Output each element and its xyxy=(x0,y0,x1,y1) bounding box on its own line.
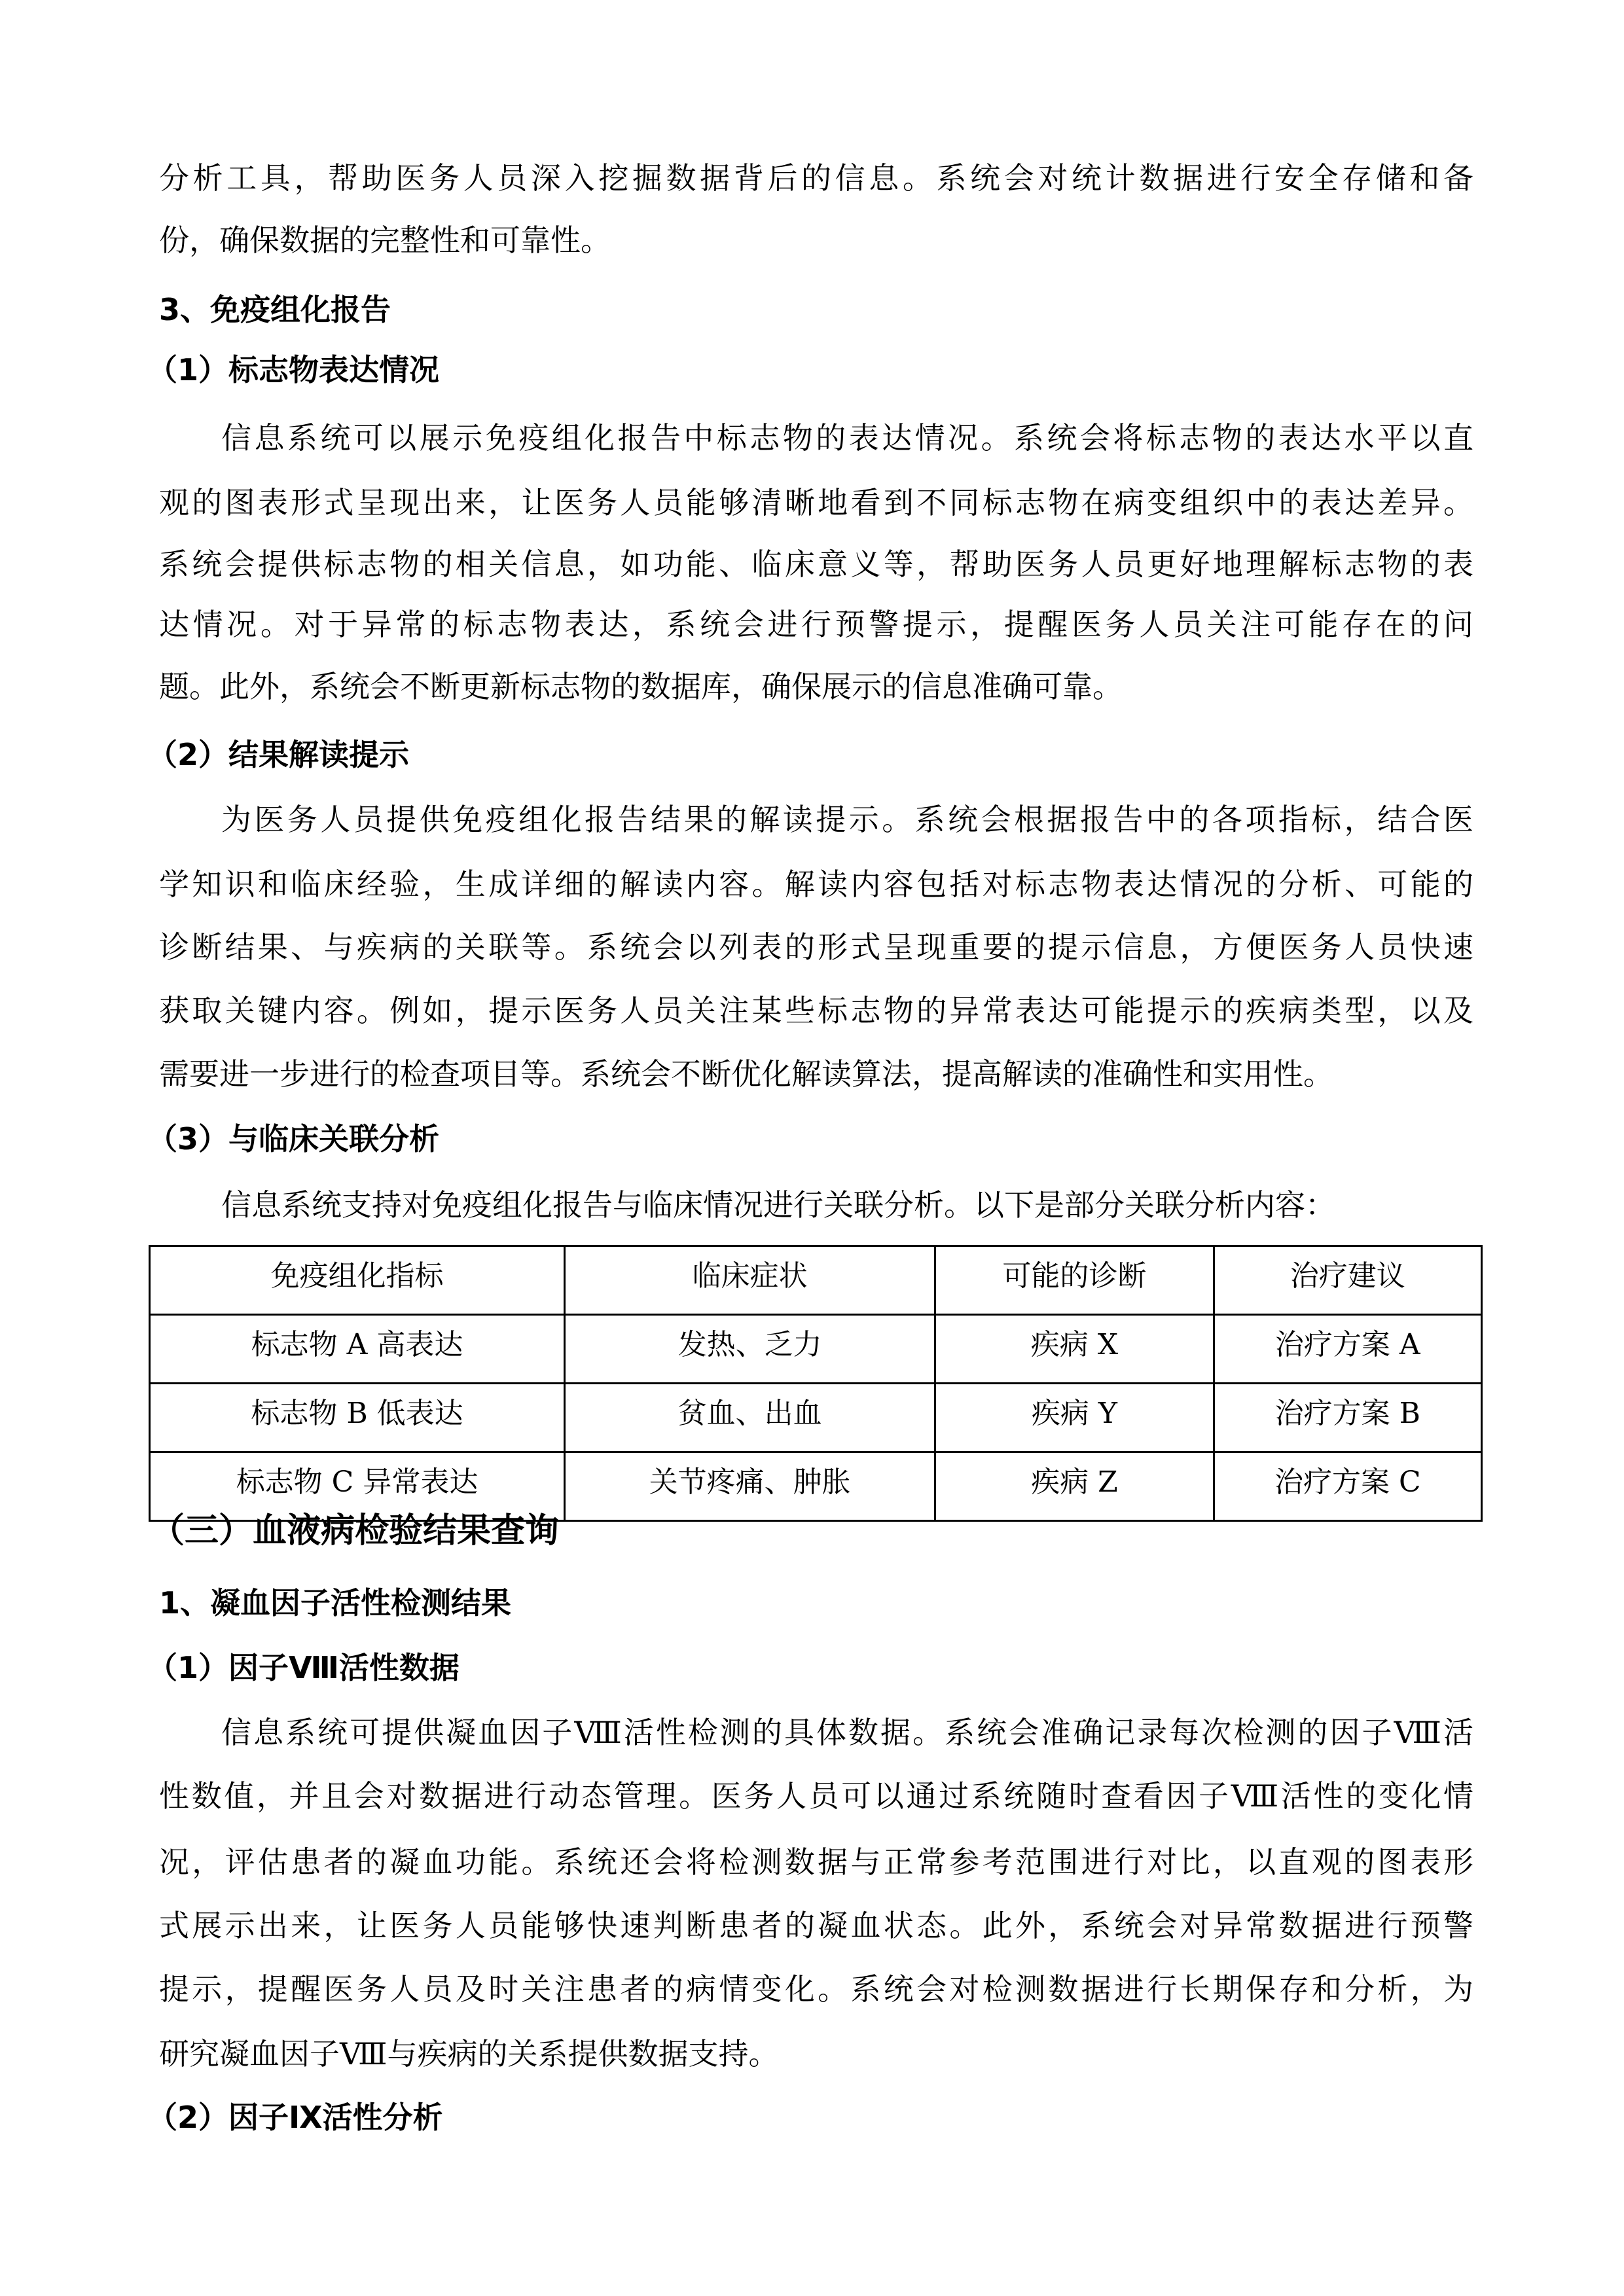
paragraph-line: 需要进一步进行的检查项目等。系统会不断优化解读算法，提高解读的准确性和实用性。 xyxy=(159,1056,1333,1092)
paragraph-line: 式展示出来，让医务人员能够快速判断患者的凝血状态。此外，系统会对异常数据进行预警 xyxy=(159,1908,1473,1943)
paragraph-line: 诊断结果、与疾病的关联等。系统会以列表的形式呈现重要的提示信息，方便医务人员快速 xyxy=(159,929,1473,965)
paragraph-line: 分析工具，帮助医务人员深入挖掘数据背后的信息。系统会对统计数据进行安全存储和备 xyxy=(159,160,1473,196)
subsection-heading: （2）因子Ⅸ活性分析 xyxy=(147,2100,443,2135)
table-cell: 疾病 Z xyxy=(935,1452,1214,1521)
subsection-heading: （1）因子Ⅷ活性数据 xyxy=(147,1650,460,1685)
table-cell: 标志物 C 异常表达 xyxy=(150,1452,565,1521)
correlation-table xyxy=(149,1245,1483,1522)
subsection-heading: （3）与临床关联分析 xyxy=(147,1121,440,1157)
paragraph-line: 观的图表形式呈现出来，让医务人员能够清晰地看到不同标志物在病变组织中的表达差异。 xyxy=(159,485,1473,520)
table-header-cell: 免疫组化指标 xyxy=(150,1246,565,1315)
table-cell: 治疗方案 B xyxy=(1214,1384,1481,1452)
paragraph-line: 性数值，并且会对数据进行动态管理。医务人员可以通过系统随时查看因子Ⅷ活性的变化情 xyxy=(159,1778,1473,1814)
paragraph-line: 达情况。对于异常的标志物表达，系统会进行预警提示，提醒医务人员关注可能存在的问 xyxy=(159,607,1473,642)
subsection-heading: （2）结果解读提示 xyxy=(147,737,410,772)
table-row xyxy=(150,1452,1482,1521)
paragraph-line: 信息系统支持对免疫组化报告与临床情况进行关联分析。以下是部分关联分析内容： xyxy=(221,1187,1335,1223)
table-cell: 贫血、出血 xyxy=(565,1384,935,1452)
paragraph-line: 系统会提供标志物的相关信息，如功能、临床意义等，帮助医务人员更好地理解标志物的表 xyxy=(159,547,1473,582)
paragraph-line: 学知识和临床经验，生成详细的解读内容。解读内容包括对标志物表达情况的分析、可能的 xyxy=(159,867,1473,902)
paragraph-line: 信息系统可提供凝血因子Ⅷ活性检测的具体数据。系统会准确记录每次检测的因子Ⅷ活 xyxy=(221,1715,1473,1750)
table-cell: 关节疼痛、肿胀 xyxy=(565,1452,935,1521)
paragraph-line: 题。此外，系统会不断更新标志物的数据库，确保展示的信息准确可靠。 xyxy=(159,669,1123,704)
subsection-heading: （1）标志物表达情况 xyxy=(147,352,440,387)
table-header-row xyxy=(150,1246,1482,1315)
table-header-cell: 可能的诊断 xyxy=(935,1246,1214,1315)
paragraph-line: 研究凝血因子Ⅷ与疾病的关系提供数据支持。 xyxy=(159,2036,779,2072)
table-cell: 疾病 Y xyxy=(935,1384,1214,1452)
section-heading: 3、免疫组化报告 xyxy=(159,292,391,327)
paragraph-line: 份，确保数据的完整性和可靠性。 xyxy=(159,223,611,258)
paragraph-line: 信息系统可以展示免疫组化报告中标志物的表达情况。系统会将标志物的表达水平以直 xyxy=(221,420,1473,456)
paragraph-line: 提示，提醒医务人员及时关注患者的病情变化。系统会对检测数据进行长期保存和分析，为 xyxy=(159,1971,1473,2007)
paragraph-line: 况，评估患者的凝血功能。系统还会将检测数据与正常参考范围进行对比，以直观的图表形 xyxy=(159,1844,1473,1880)
table-cell: 疾病 X xyxy=(935,1315,1214,1384)
table-header-cell: 治疗建议 xyxy=(1214,1246,1481,1315)
table-row xyxy=(150,1384,1482,1452)
table-row xyxy=(150,1315,1482,1384)
section-heading: 1、凝血因子活性检测结果 xyxy=(159,1585,512,1621)
paragraph-line: 获取关键内容。例如，提示医务人员关注某些标志物的异常表达可能提示的疾病类型，以及 xyxy=(159,993,1473,1028)
table-cell: 发热、乏力 xyxy=(565,1315,935,1384)
paragraph-line: 为医务人员提供免疫组化报告结果的解读提示。系统会根据报告中的各项指标，结合医 xyxy=(221,802,1473,837)
table-cell: 治疗方案 A xyxy=(1214,1315,1481,1384)
table-cell: 治疗方案 C xyxy=(1214,1452,1481,1521)
chapter-heading: （三）血液病检验结果查询 xyxy=(151,1511,560,1551)
table-cell: 标志物 B 低表达 xyxy=(150,1384,565,1452)
table-cell: 标志物 A 高表达 xyxy=(150,1315,565,1384)
table-header-cell: 临床症状 xyxy=(565,1246,935,1315)
